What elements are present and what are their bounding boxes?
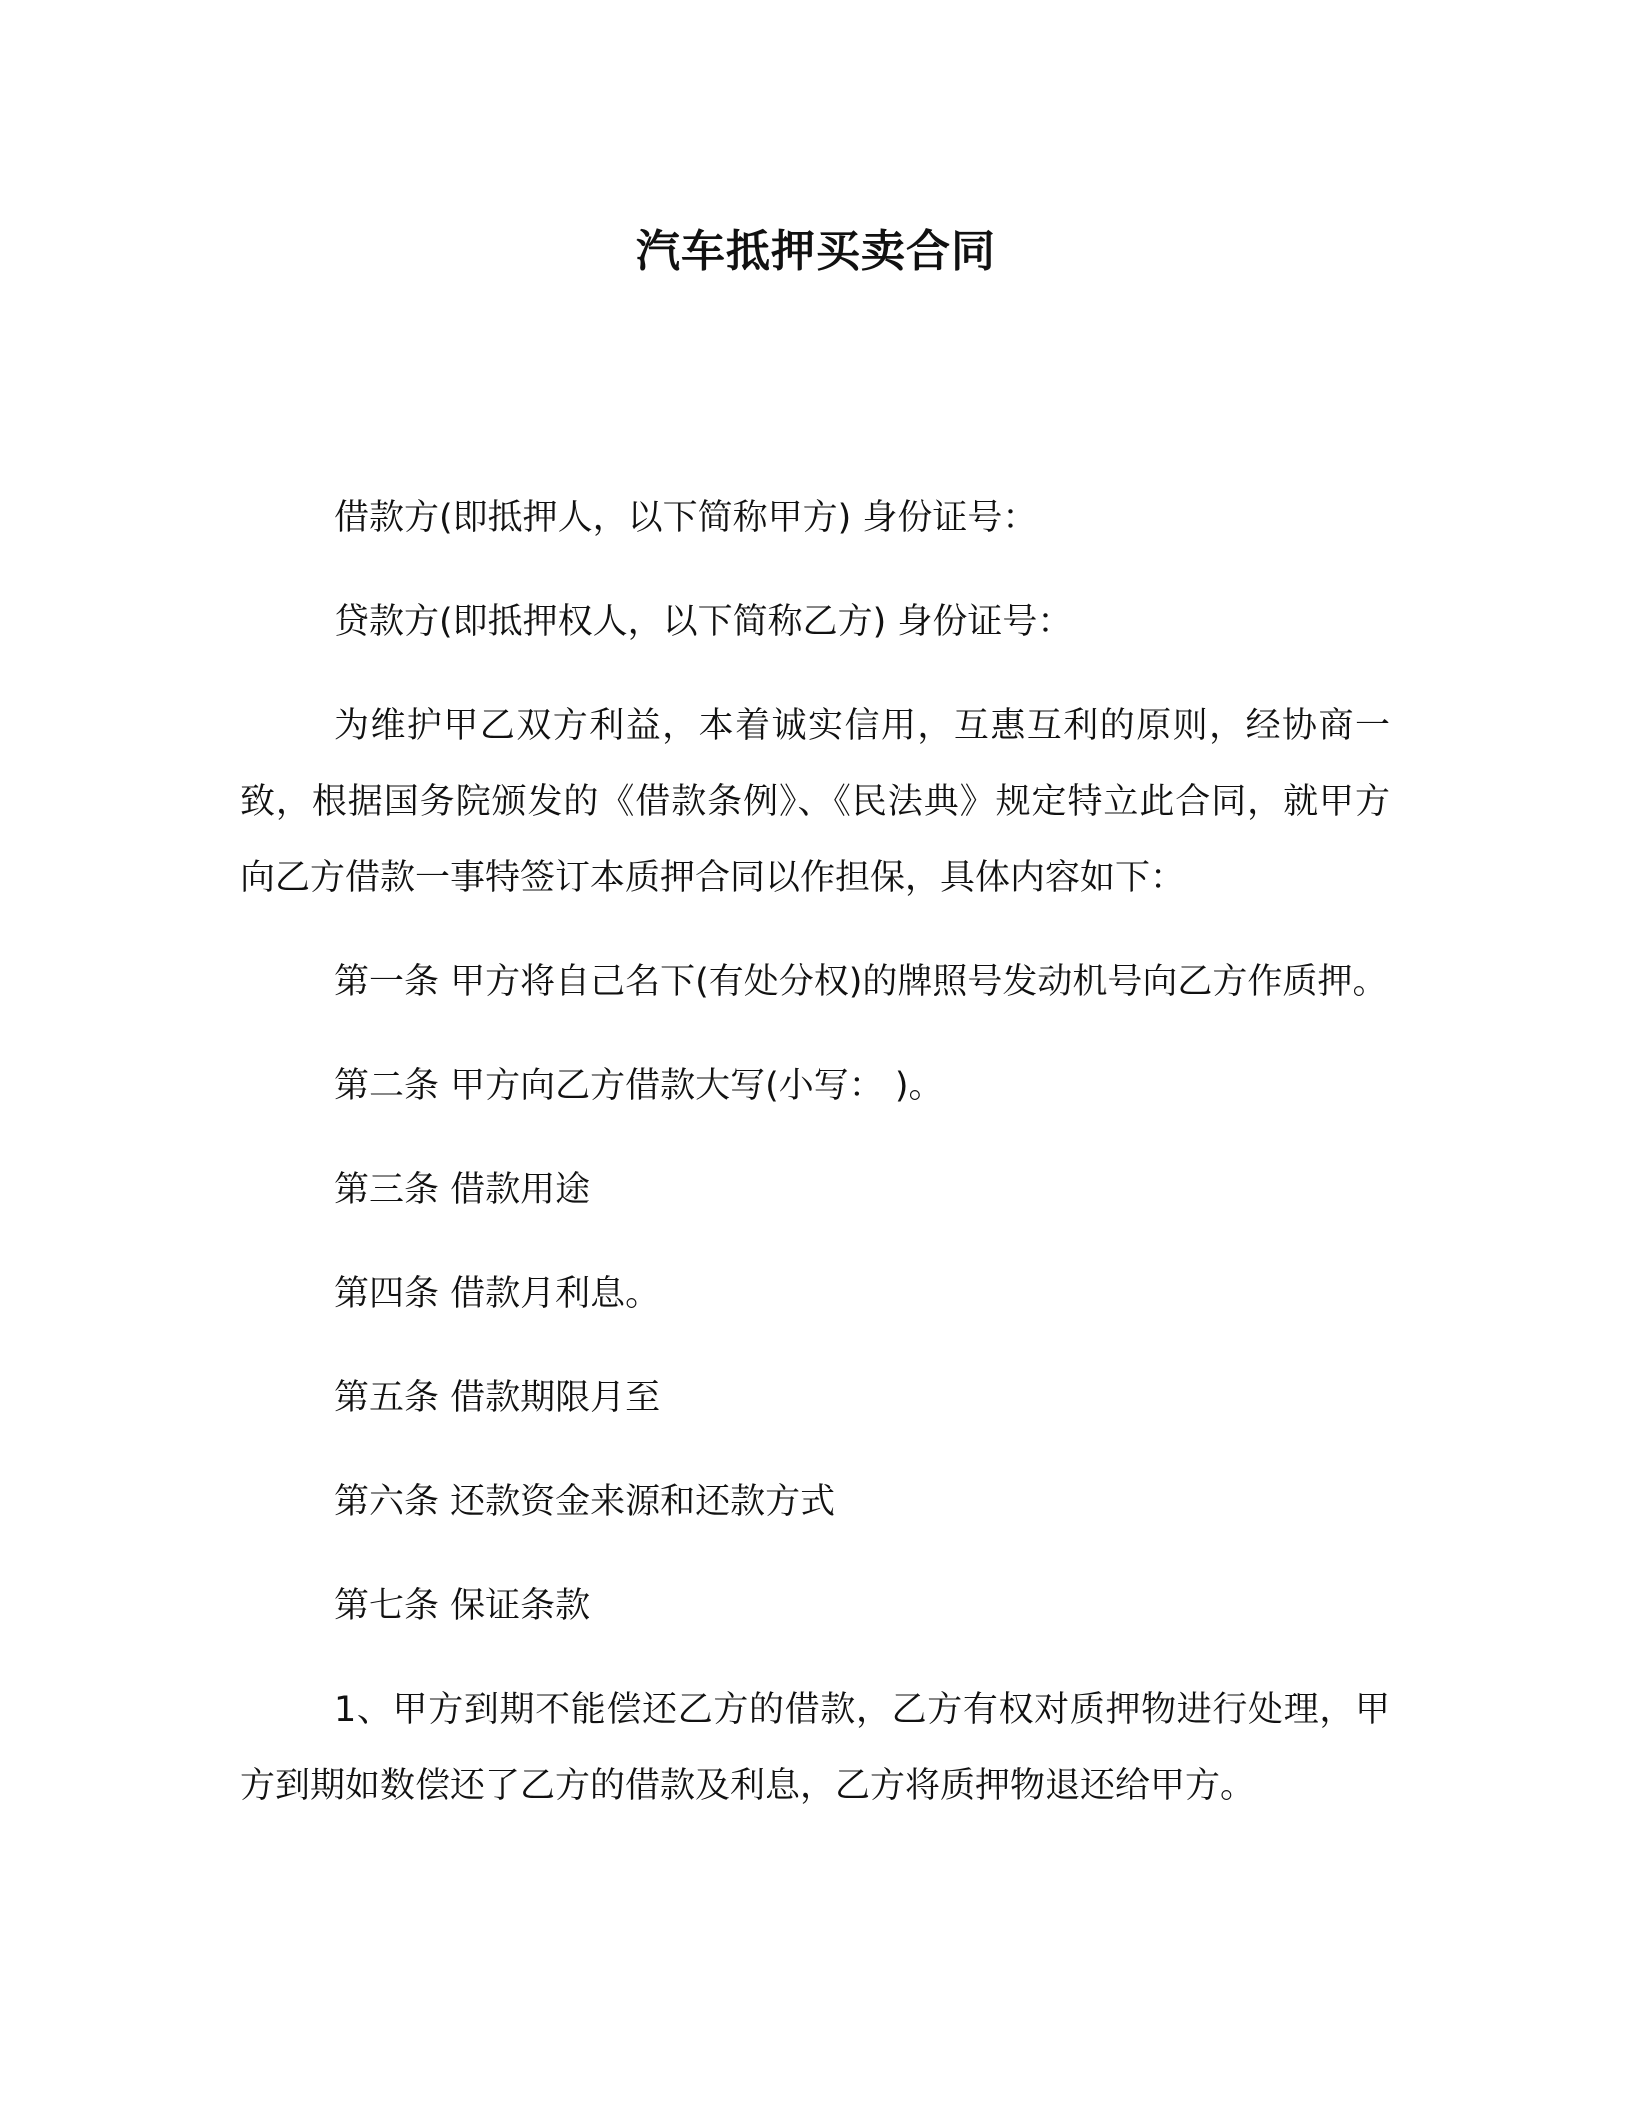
paragraph-article-6: 第六条 还款资金来源和还款方式 bbox=[334, 1482, 836, 1522]
document-title: 汽车抵押买卖合同 bbox=[636, 226, 996, 277]
paragraph-lender: 贷款方(即抵押权人，以下简称乙方) 身份证号： bbox=[334, 602, 1073, 642]
paragraph-article-2: 第二条 甲方向乙方借款大写(小写： )。 bbox=[334, 1066, 944, 1106]
paragraph-article-7: 第七条 保证条款 bbox=[334, 1586, 591, 1626]
paragraph-article-4: 第四条 借款月利息。 bbox=[334, 1274, 661, 1314]
paragraph-article-1: 第一条 甲方将自己名下(有处分权)的牌照号发动机号向乙方作质押。 bbox=[334, 962, 1388, 1002]
paragraph-article-3: 第三条 借款用途 bbox=[334, 1170, 591, 1210]
contract-body bbox=[240, 480, 1390, 1852]
paragraph-preamble: 为维护甲乙双方利益，本着诚实信用，互惠互利的原则，经协商一致，根据国务院颁发的《借款条例》、《民法典》规定特立此合同，就甲方向乙方借款一事特签订本质押合同以作担保，具体内容如下： bbox=[240, 706, 1390, 898]
paragraph-clause-1: 1、甲方到期不能偿还乙方的借款，乙方有权对质押物进行处理，甲方到期如数偿还了乙方的借款及利息，乙方将质押物退还给甲方。 bbox=[240, 1690, 1390, 1806]
paragraph-article-5: 第五条 借款期限月至 bbox=[334, 1378, 661, 1418]
paragraph-borrower: 借款方(即抵押人，以下简称甲方) 身份证号： bbox=[334, 498, 1038, 538]
